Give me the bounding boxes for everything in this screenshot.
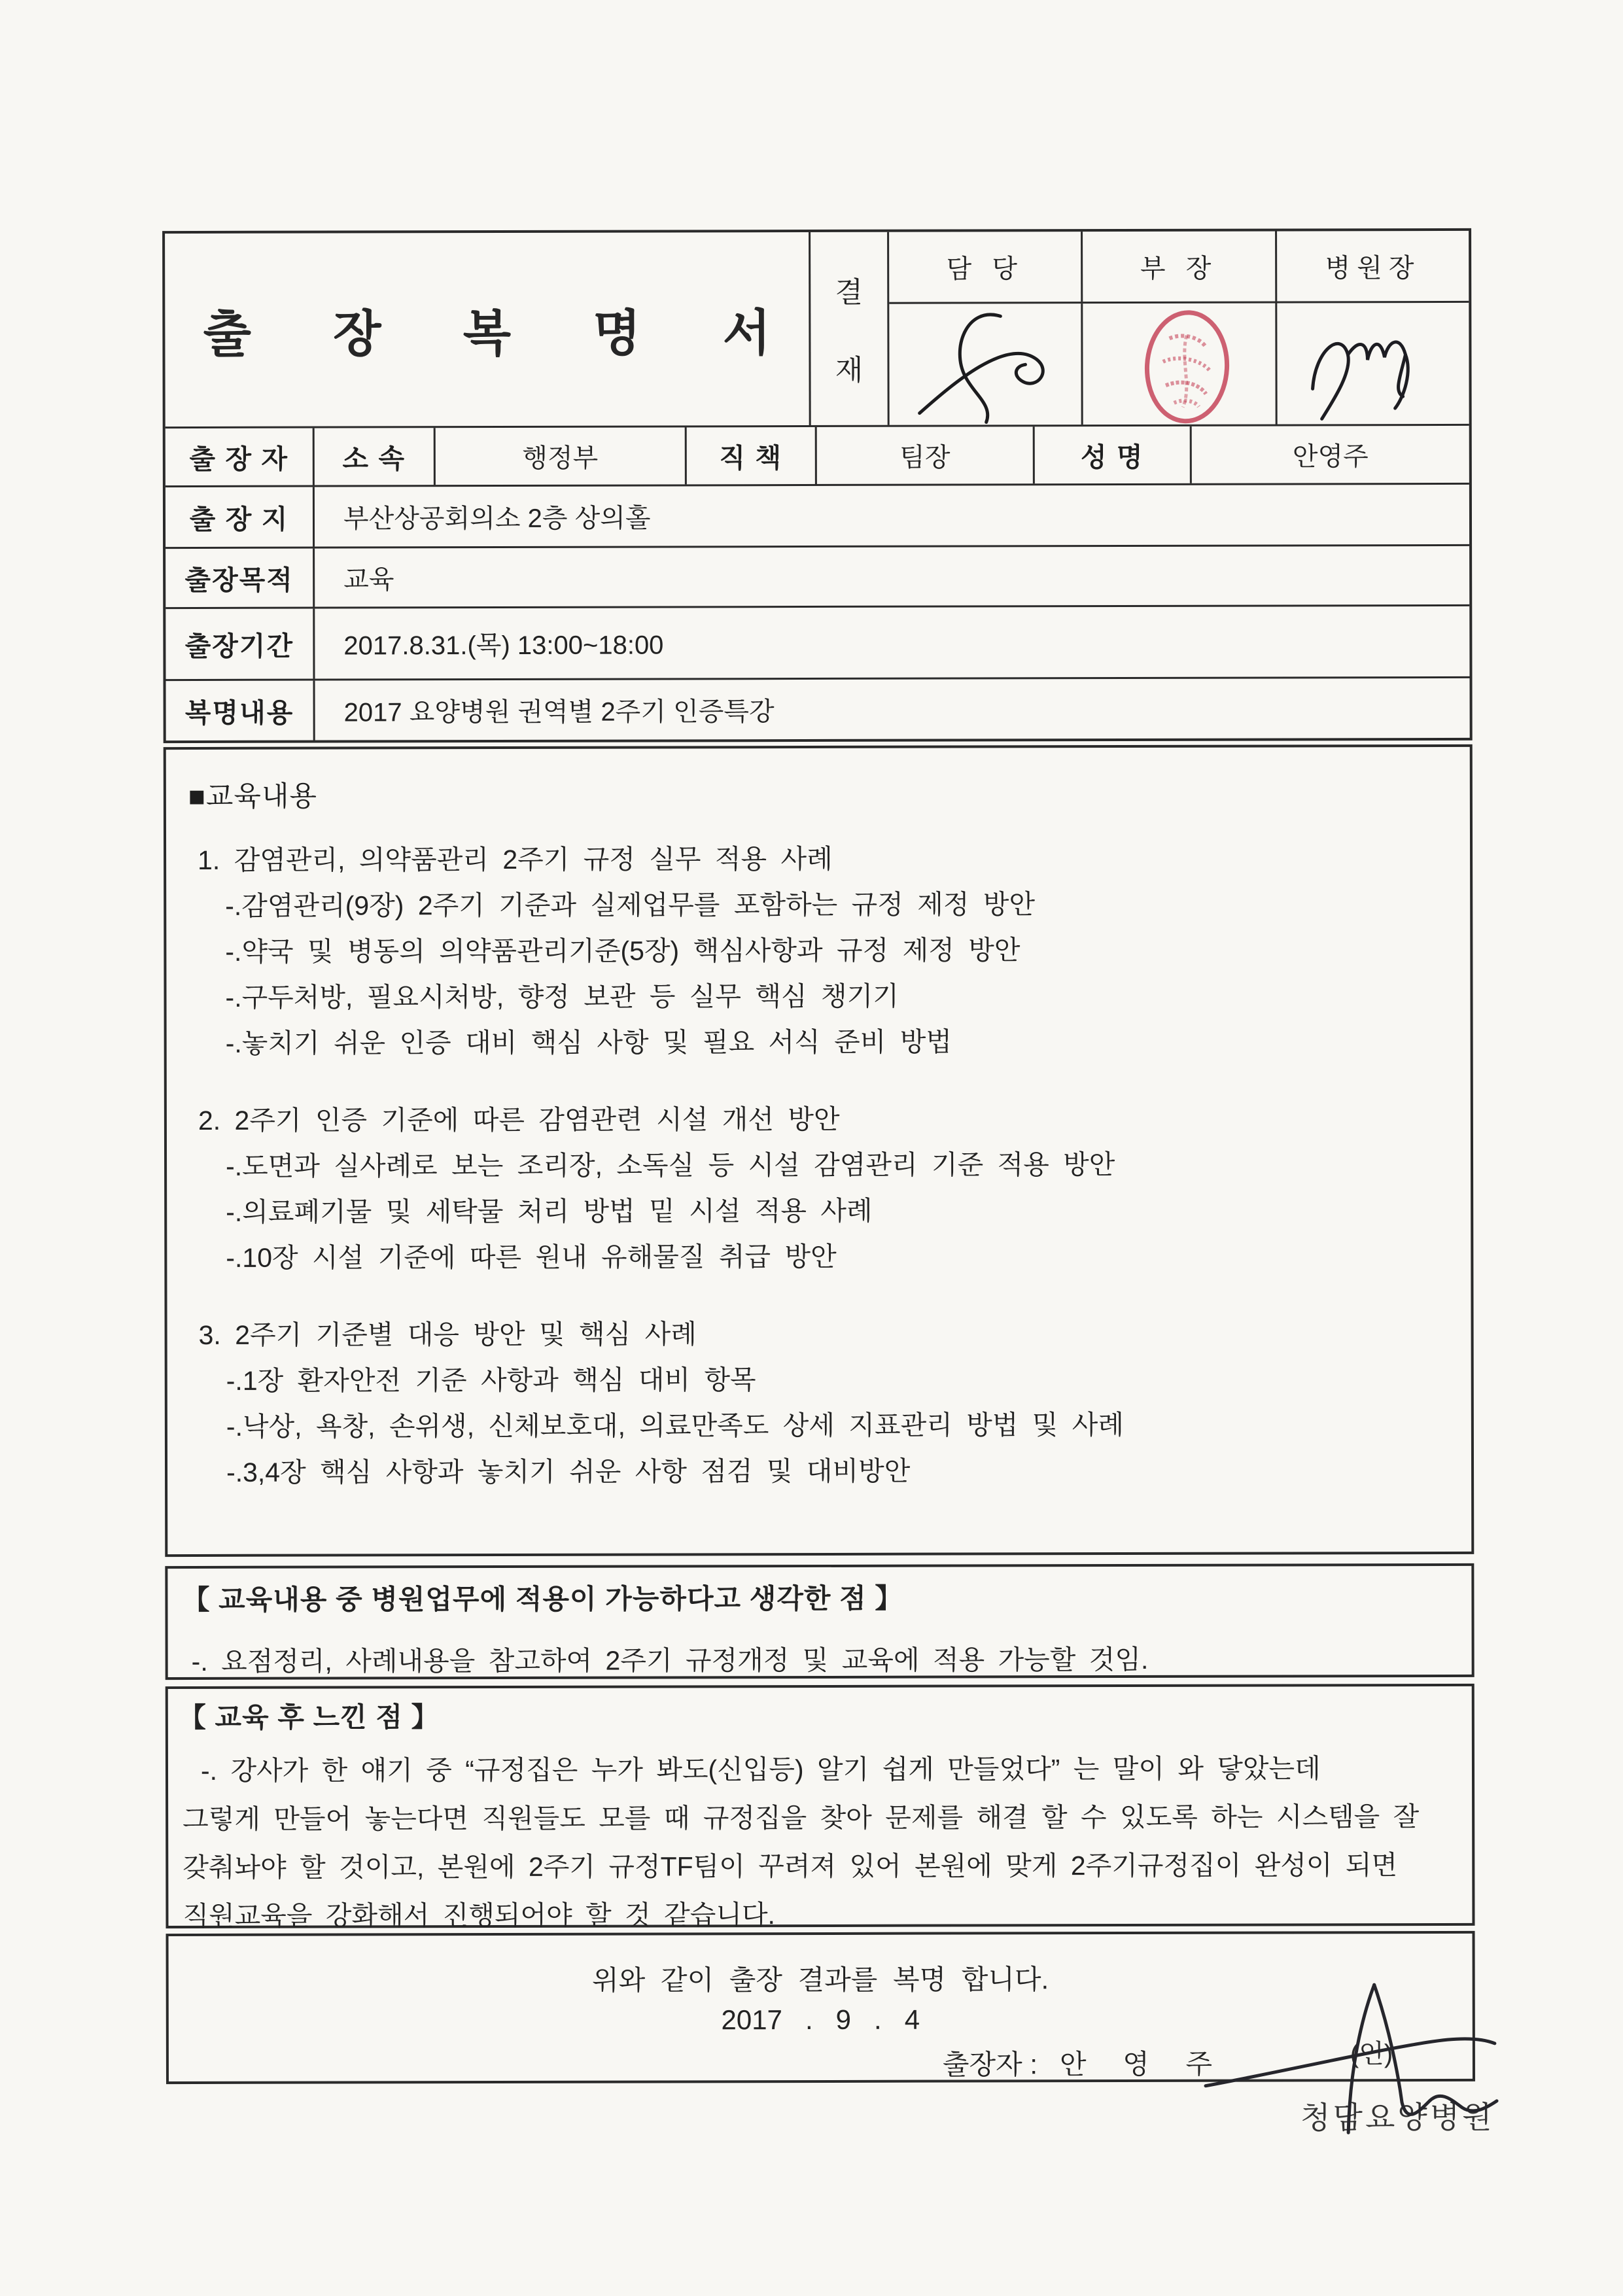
position-value: 팀장 (815, 426, 1033, 484)
impression-line: -. 강사가 한 얘기 중 “규정집은 누가 봐도(신입등) 알기 쉽게 만들었다” 는 말이 와 닿았는데 (200, 1753, 1321, 1786)
bujang-stamp-icon (1138, 308, 1236, 426)
closing-reporter (943, 2043, 1227, 2083)
applicable-heading: 【 교육내용 중 병원업무에 적용이 가능하다고 생각한 점 】 (182, 1582, 903, 1616)
traveler-label: 출 장 자 (189, 444, 289, 474)
director-signature-icon (1297, 311, 1473, 426)
period-label: 출장기간 (184, 631, 294, 662)
education-section-2 (189, 1095, 1452, 1281)
applicable-box (165, 1563, 1474, 1680)
destination-value: 부산상공회의소 2층 상의홀 (313, 485, 1469, 547)
section-item: -.도면과 실사례로 보는 조리장, 소독실 등 시설 감염관리 기준 적용 방안 (226, 1149, 1115, 1181)
section-item: -.낙상, 욕창, 손위생, 신체보호대, 의료만족도 상세 지표관리 방법 및 사례 (226, 1410, 1125, 1442)
purpose-row (166, 544, 1469, 607)
reporter-label: 출장자 : (942, 2049, 1038, 2080)
impression-line: 갖춰놔야 할 것이고, 본원에 2주기 규정TF팀이 꾸려져 있어 본원에 맞게 2주기규정집이 완성이 되면 (183, 1850, 1398, 1883)
section-item: -.의료폐기물 및 세탁물 처리 방법 밑 시설 적용 사례 (226, 1195, 873, 1227)
title-approval-row (165, 231, 1469, 426)
name-label: 성 명 (1033, 426, 1190, 484)
approval-vertical-label (809, 232, 888, 425)
impression-line: 직원교육을 강화해서 진행되어야 할 것 같습니다. (183, 1900, 775, 1932)
purpose-value: 교육 (313, 546, 1469, 607)
period-row (166, 604, 1469, 679)
section-item: -.놓치기 쉬운 인증 대비 핵심 사항 및 필요 서식 준비 방법 (225, 1026, 952, 1058)
education-content-box (164, 744, 1475, 1557)
impression-line: 그렇게 만들어 놓는다면 직원들도 모를 때 규정집을 찾아 문제를 해결 할 수 있도록 하는 시스템을 잘 (183, 1801, 1420, 1835)
section-item: -.구두처방, 필요시처방, 향정 보관 등 실무 핵심 챙기기 (225, 981, 899, 1013)
education-section-1 (188, 835, 1451, 1066)
section-item: -.약국 및 병동의 의약품관리기준(5장) 핵심사항과 규정 제정 방안 (225, 935, 1021, 967)
section-title: 1. 감염관리, 의약품관리 2주기 규정 실무 적용 사례 (198, 843, 833, 875)
section-item: -.10장 시설 기준에 따른 원내 유해물질 취급 방안 (226, 1241, 837, 1273)
education-section-3 (190, 1310, 1452, 1495)
damdang-signature-icon (901, 307, 1091, 425)
seal-mark: (인) (1350, 2040, 1393, 2069)
period-value: 2017.8.31.(목) 13:00~18:00 (313, 606, 1469, 679)
education-heading: ■교육내용 (188, 780, 318, 812)
position-label: 직 책 (685, 427, 815, 484)
purpose-label: 출장목적 (184, 565, 294, 596)
approval-col-director: 병원장 (1275, 231, 1469, 302)
section-item: -.감염관리(9장) 2주기 기준과 실제업무를 포함하는 규정 제정 방안 (225, 889, 1036, 921)
approval-col-damdang: 담 당 (946, 254, 1024, 284)
name-value: 안영주 (1190, 426, 1469, 483)
section-item: -.1장 환자안전 기준 사항과 핵심 대비 항목 (226, 1365, 756, 1396)
impression-box (166, 1684, 1475, 1932)
approval-header-row (889, 231, 1469, 304)
report-header-table (162, 228, 1473, 743)
destination-label: 출 장 지 (189, 504, 289, 534)
hospital-name-stamp: 청담요양병원 (1300, 2099, 1495, 2135)
department-value: 행정부 (434, 427, 685, 485)
reporter-name: 안 영 주 (1059, 2048, 1227, 2080)
closing-statement: 위와 같이 출장 결과를 복명 합니다. (592, 1964, 1049, 1996)
report-content-row (166, 676, 1469, 740)
approval-label-top: 결 (835, 276, 864, 309)
approval-col-bujang: 부 장 (1081, 232, 1275, 302)
applicable-body: -. 요점정리, 사례내용을 참고하여 2주기 규정개정 및 교육에 적용 가능할 것임. (191, 1644, 1149, 1677)
destination-row (166, 483, 1469, 547)
traveler-row (166, 424, 1469, 485)
reporter-signature-icon (1199, 1974, 1501, 2178)
approval-label-bottom: 재 (835, 355, 864, 387)
page-title: 출 장 복 명 서 (203, 305, 805, 362)
impression-heading: 【 교육 후 느낀 점 】 (178, 1701, 440, 1733)
report-content-value: 2017 요양병원 권역별 2주기 인증특강 (313, 678, 1470, 740)
department-label: 소 속 (313, 428, 434, 485)
section-title: 3. 2주기 기준별 대응 방안 및 핵심 사례 (198, 1319, 697, 1350)
report-content-label: 복명내용 (184, 697, 294, 729)
section-item: -.3,4장 핵심 사항과 놓치기 쉬운 사항 점검 및 대비방안 (226, 1455, 911, 1487)
closing-date: 2017 . 9 . 4 (721, 2004, 920, 2036)
section-title: 2. 2주기 인증 기준에 따른 감염관련 시설 개선 방안 (198, 1104, 840, 1136)
